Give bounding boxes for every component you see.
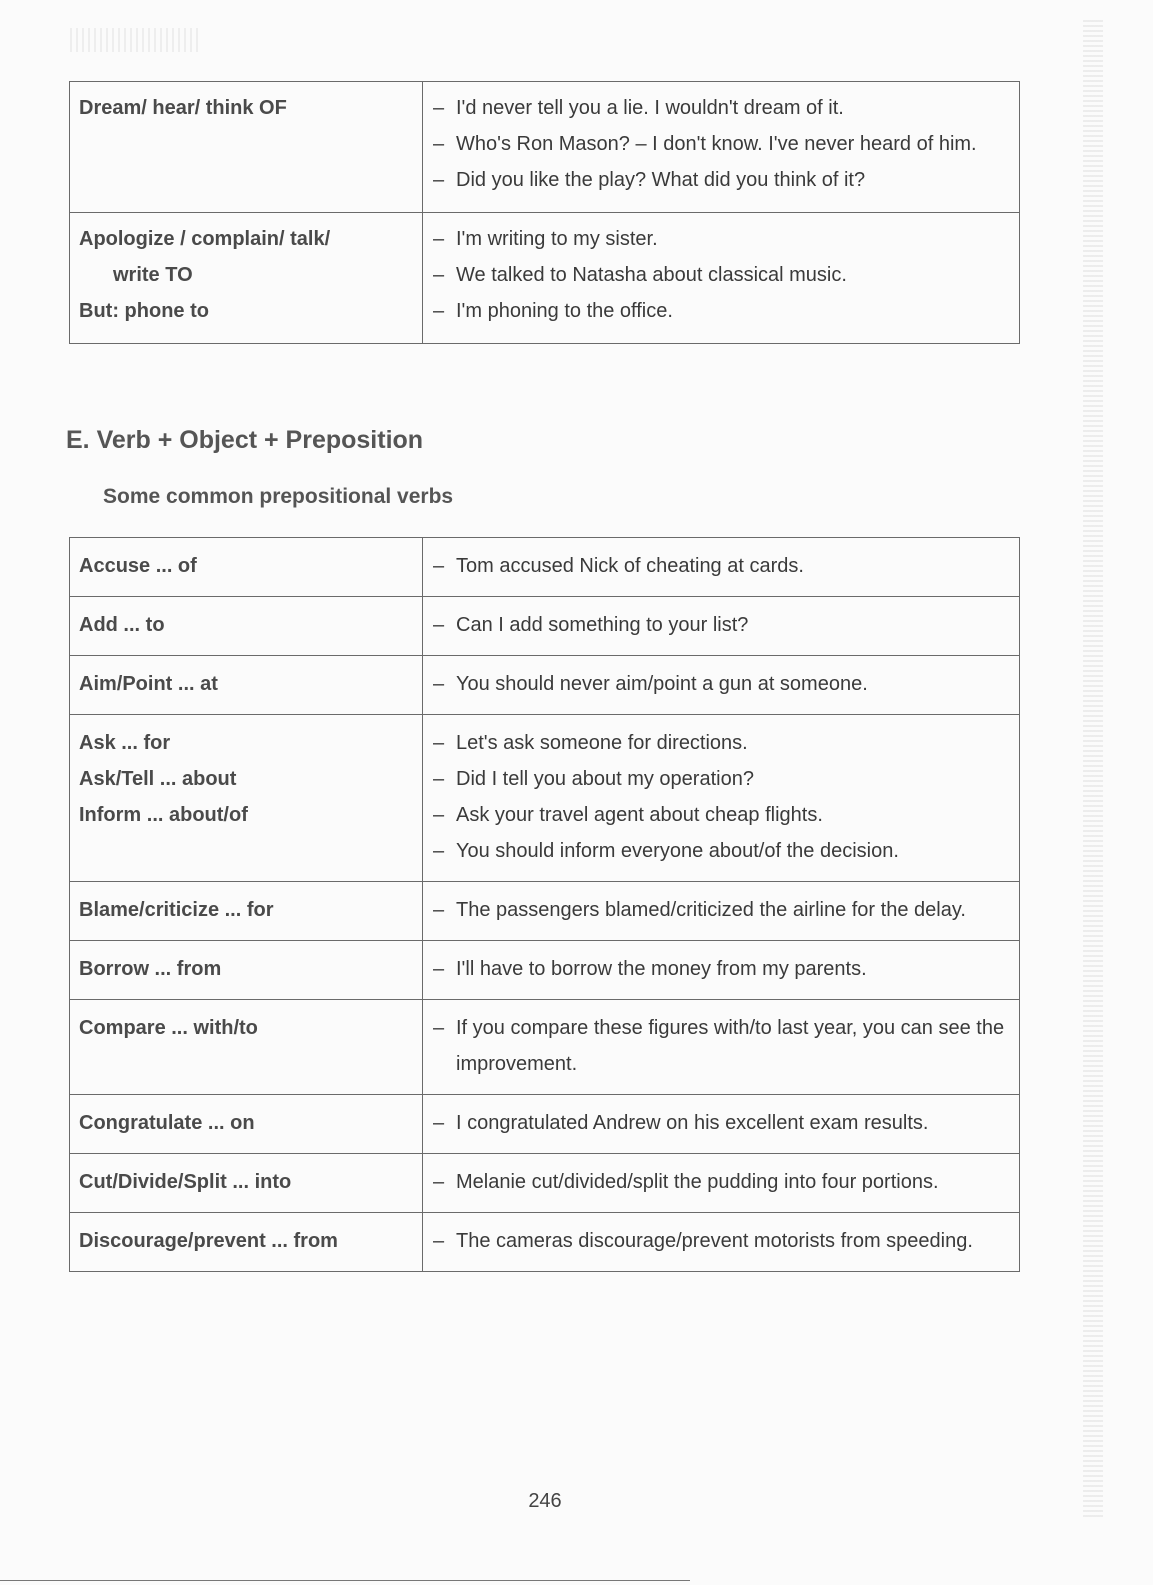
dash-bullet: – [433,300,445,322]
verb-pattern-cell [70,1213,423,1272]
example-item [433,725,1009,761]
dash-bullet: – [433,1017,445,1039]
verb-pattern: Apologize / complain/ talk/ [79,228,331,250]
table-row [70,656,1020,715]
example-sentence: Did I tell you about my operation? [456,768,754,790]
example-sentence: Who's Ron Mason? – I don't know. I've never heard of him. [456,133,977,155]
example-item [433,90,1009,126]
example-sentence: You should inform everyone about/of the decision. [456,840,899,862]
verb-pattern-cell [70,1000,423,1095]
dash-bullet: – [433,228,445,250]
verb-pattern-cell [70,538,423,597]
dash-bullet: – [433,804,445,826]
example-item [433,162,1009,198]
dash-bullet: – [433,840,445,862]
example-sentence: I'd never tell you a lie. I wouldn't dream of it. [456,97,844,119]
verb-pattern: Inform ... about/of [79,804,248,826]
verb-pattern-cell [70,82,423,213]
example-sentence: I'm writing to my sister. [456,228,658,250]
verb-pattern-cell [70,1154,423,1213]
table-row [70,715,1020,882]
verb-pattern: Congratulate ... on [79,1112,255,1134]
verb-pattern: Ask/Tell ... about [79,768,237,790]
example-item [433,797,1009,833]
examples-cell [423,597,1020,656]
example-item [433,607,1009,643]
verb-pattern-cell [70,882,423,941]
table-row [70,1095,1020,1154]
example-sentence: The passengers blamed/criticized the airline for the delay. [456,899,966,921]
table-row [70,538,1020,597]
verb-pattern-cell [70,941,423,1000]
verb-pattern: Blame/criticize ... for [79,899,274,921]
verb-pattern-cell [70,213,423,344]
section-title: E. Verb + Object + Preposition [66,426,424,454]
table-row [70,1213,1020,1272]
dash-bullet: – [433,768,445,790]
verb-pattern: Discourage/prevent ... from [79,1230,338,1252]
example-item [433,126,1009,162]
scan-artifact-corner [70,28,200,52]
verb-pattern: Borrow ... from [79,958,222,980]
verb-pattern-cell [70,597,423,656]
page-number: 246 [528,1490,562,1512]
examples-cell [423,941,1020,1000]
example-sentence: I congratulated Andrew on his excellent exam results. [456,1112,929,1134]
dash-bullet: – [433,264,445,286]
example-item [433,1223,1009,1259]
example-item [433,548,1009,584]
verb-pattern: write TO [113,264,193,286]
verb-pattern-cell [70,715,423,882]
example-item [433,293,1009,329]
example-sentence: I'm phoning to the office. [456,300,673,322]
example-sentence: You should never aim/point a gun at someone. [456,673,868,695]
examples-cell [423,1000,1020,1095]
dash-bullet: – [433,1171,445,1193]
example-sentence: If you compare these figures with/to last year, you can see the improvement. [456,1017,1005,1075]
verb-pattern: Aim/Point ... at [79,673,218,695]
dash-bullet: – [433,899,445,921]
example-sentence: Melanie cut/divided/split the pudding into four portions. [456,1171,939,1193]
verb-pattern: Ask ... for [79,732,171,754]
table-row [70,1154,1020,1213]
table-row [70,941,1020,1000]
example-sentence: Can I add something to your list? [456,614,749,636]
example-sentence: Ask your travel agent about cheap flights. [456,804,823,826]
table-row [70,1000,1020,1095]
examples-cell [423,882,1020,941]
verb-pattern: Add ... to [79,614,165,636]
table-row [70,597,1020,656]
dash-bullet: – [433,97,445,119]
examples-cell [423,656,1020,715]
dash-bullet: – [433,555,445,577]
example-sentence: The cameras discourage/prevent motorists from speeding. [456,1230,973,1252]
examples-cell [423,1154,1020,1213]
example-item [433,833,1009,869]
dash-bullet: – [433,732,445,754]
example-sentence: Did you like the play? What did you think of it? [456,169,866,191]
section-subtitle: Some common prepositional verbs [103,485,454,508]
dash-bullet: – [433,169,445,191]
example-sentence: Let's ask someone for directions. [456,732,748,754]
verb-pattern: Dream/ hear/ think OF [79,97,287,119]
verb-pattern: Accuse ... of [79,555,197,577]
prepositional-verbs-table [69,537,1020,1272]
examples-cell [423,82,1020,213]
verb-pattern-cell [70,1095,423,1154]
example-sentence: Tom accused Nick of cheating at cards. [456,555,804,577]
preposition-table-top [69,81,1020,344]
table-row [70,882,1020,941]
example-item [433,666,1009,702]
dash-bullet: – [433,1112,445,1134]
example-item [433,892,1009,928]
example-item [433,761,1009,797]
dash-bullet: – [433,958,445,980]
verb-pattern: But: phone to [79,300,209,322]
example-item [433,1164,1009,1200]
dash-bullet: – [433,614,445,636]
example-item [433,1010,1009,1082]
verb-pattern: Cut/Divide/Split ... into [79,1171,292,1193]
scan-artifact-edge [1083,20,1103,1520]
examples-cell [423,1213,1020,1272]
dash-bullet: – [433,133,445,155]
example-item [433,1105,1009,1141]
example-item [433,951,1009,987]
bottom-rule [0,1580,690,1581]
examples-cell [423,715,1020,882]
examples-cell [423,1095,1020,1154]
examples-cell [423,213,1020,344]
dash-bullet: – [433,1230,445,1252]
examples-cell [423,538,1020,597]
example-item [433,257,1009,293]
dash-bullet: – [433,673,445,695]
verb-pattern-cell [70,656,423,715]
example-sentence: We talked to Natasha about classical music. [456,264,847,286]
example-item [433,221,1009,257]
verb-pattern: Compare ... with/to [79,1017,258,1039]
table-row [70,213,1020,344]
table-row [70,82,1020,213]
example-sentence: I'll have to borrow the money from my parents. [456,958,867,980]
